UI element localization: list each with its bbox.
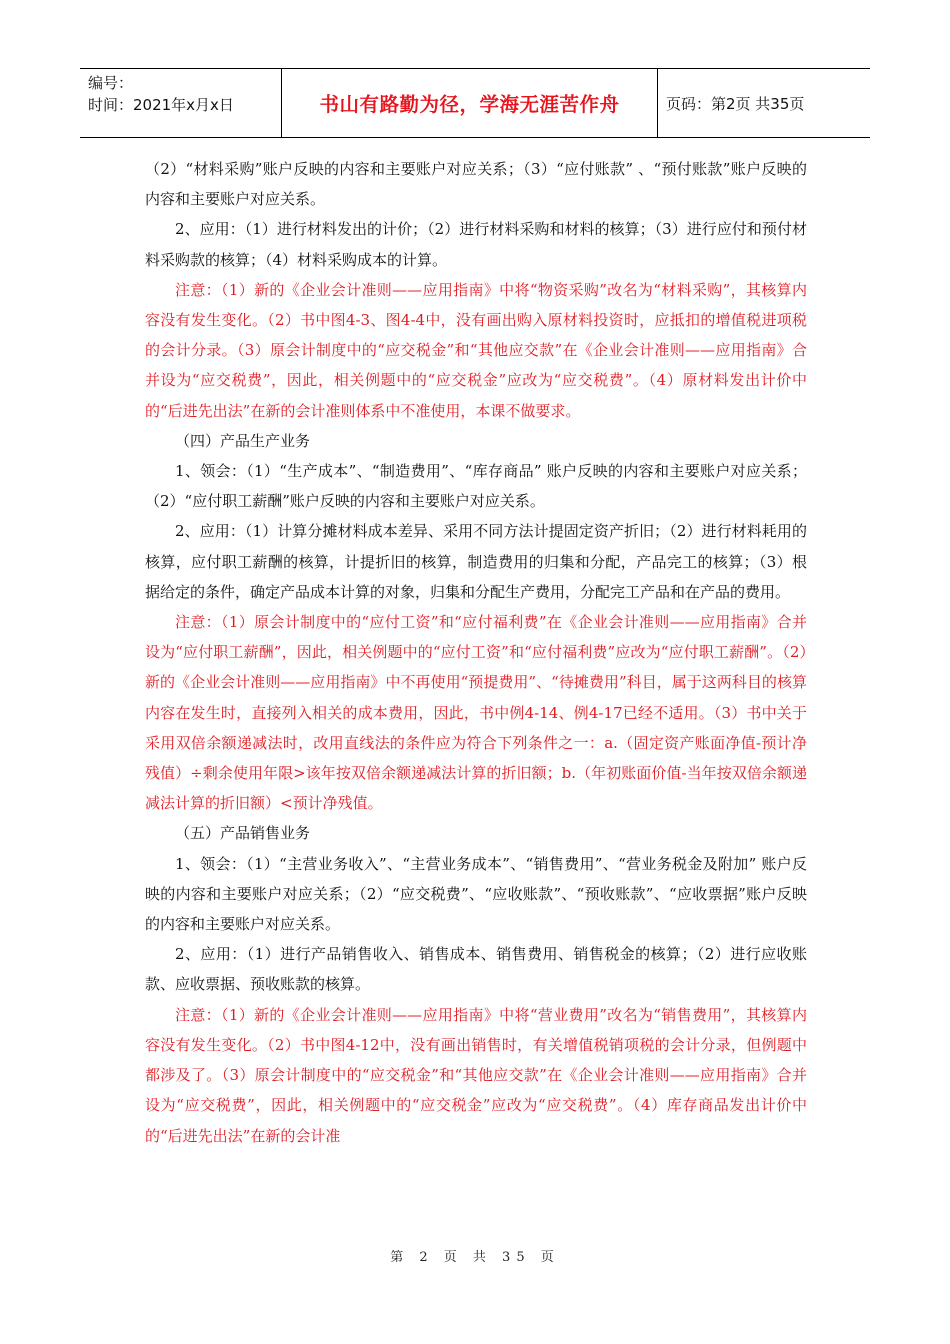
footer-page-number: 第 2 页 共 35 页 [390,1250,560,1265]
document-body [145,154,807,1151]
paragraph-material-accounts: （2）“材料采购”账户反映的内容和主要账户对应关系；（3）“应付账款” 、“预付账款”账户反映的内容和主要账户对应关系。 [145,160,807,209]
header-motto: 书山有路勤为径，学海无涯苦作舟 [282,69,658,137]
paragraph-production-application: 2、应用：（1）计算分摊材料成本差异、采用不同方法计提固定资产折旧；（2）进行材料耗用的核算，应付职工薪酬的核算，计提折旧的核算，制造费用的归集和分配，产品完工的核算；（3）根据给定的条件，确定产品成本计算的对象，归集和分配生产费用，分配完工产品和在产品的费用。 [145,522,807,601]
note-material: 注意：（1）新的《企业会计准则——应用指南》中将“物资采购”改名为“材料采购”，其核算内容没有发生变化。（2）书中图4-3、图4-4中，没有画出购入原材料投资时，应抵扣的增值税进项税的会计分录。（3）原会计制度中的“应交税金”和“其他应交款”在《企业会计准则——应用指南》合并设为“应交税费”，因此，相关例题中的“应交税金”应改为“应交税费”。（4）原材料发出计价中的“后进先出法”在新的会计准则体系中不准使用，本课不做要求。 [145,280,807,420]
header-meta [80,69,282,137]
note-production: 注意：（1）原会计制度中的“应付工资”和“应付福利费”在《企业会计准则——应用指南》合并设为“应付职工薪酬”，因此，相关例题中的“应付工资”和“应付福利费”应改为“应付职工薪酬”。（2）新的《企业会计准则——应用指南》中不再使用“预提费用”、“待摊费用”科目，属于这两科目的核算内容在发生时，直接列入相关的成本费用，因此，书中例4-14、例4-17已经不适用。（3）书中关于采用双倍余额递减法时，改用直线法的条件应为符合下列条件之一：a.（固定资产账面净值-预计净残值）÷剩余使用年限>该年按双倍余额递减法计算的折旧额；b.（年初账面价值-当年按双倍余额递减法计算的折旧额）<预计净残值。 [145,613,807,813]
note-sales: 注意：（1）新的《企业会计准则——应用指南》中将“营业费用”改名为“销售费用”，其核算内容没有发生变化。（2）书中图4-12中，没有画出销售时，有关增值税销项税的会计分录，但例题中都涉及了。（3）原会计制度中的“应交税金”和“其他应交款”在《企业会计准则——应用指南》合并设为“应交税费”，因此，相关例题中的“应交税金”应改为“应交税费”。（4）库存商品发出计价中的“后进先出法”在新的会计准 [145,1005,807,1145]
paragraph-material-application: 2、应用：（1）进行材料发出的计价；（2）进行材料采购和材料的核算；（3）进行应付和预付材料采购款的核算；（4）材料采购成本的计算。 [145,220,807,269]
paragraph-sales-understand: 1、领会：（1）“主营业务收入”、“主营业务成本”、“销售费用”、“营业务税金及附加” 账户反映的内容和主要账户对应关系；（2）“应交税费”、“应收账款”、“预收账款”、“应收票据”账户反映的内容和主要账户对应关系。 [145,854,807,934]
page-footer [0,1246,950,1265]
time-label: 时间：2021年x月x日 [88,96,234,114]
header-page-info: 页码：第2页 共35页 [666,94,805,113]
section-heading-production: （四）产品生产业务 [175,431,311,450]
paragraph-sales-application: 2、应用：（1）进行产品销售收入、销售成本、销售费用、销售税金的核算；（2）进行应收账款、应收票据、预收账款的核算。 [145,945,807,994]
page-header [80,68,870,138]
section-heading-sales: （五）产品销售业务 [175,824,311,843]
paragraph-production-understand: 1、领会：（1）“生产成本”、“制造费用”、“库存商品” 账户反映的内容和主要账户对应关系；（2）“应付职工薪酬”账户反映的内容和主要账户对应关系。 [145,462,807,511]
number-label: 编号： [88,74,134,92]
